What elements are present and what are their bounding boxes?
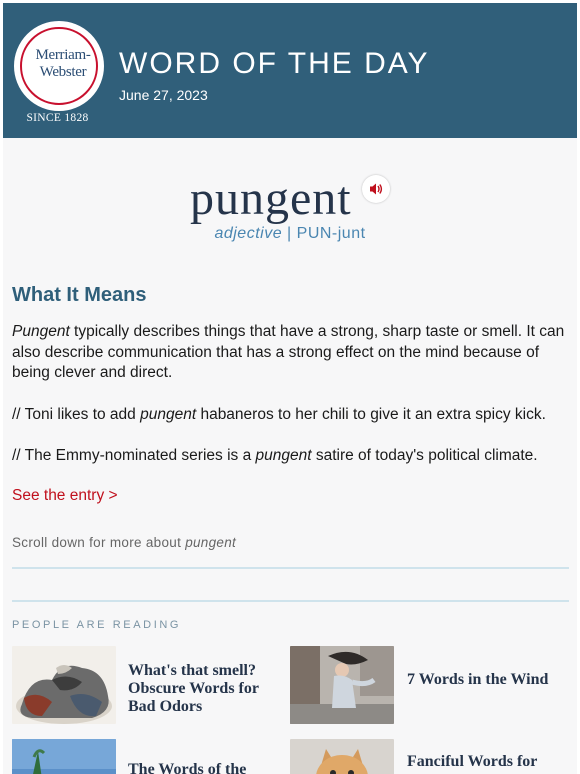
example-sentence-1 (12, 405, 568, 426)
example-1-pre: // Toni likes to add (12, 406, 141, 423)
definition-text: typically describes things that have a strong, sharp taste or smell. It can also describe communication that has a strong effect on the mind because of being clever and direct. (12, 323, 565, 381)
logo-wordmark (22, 47, 104, 81)
scroll-note-term: pungent (185, 535, 237, 550)
article-card-odors[interactable] (12, 646, 287, 726)
see-entry-link[interactable]: See the entry > (12, 487, 118, 504)
part-of-speech: adjective (214, 225, 283, 242)
definition-term: Pungent (12, 323, 70, 340)
header-banner (3, 3, 577, 138)
merriam-webster-logo[interactable] (10, 18, 110, 128)
meta-separator: | (282, 225, 297, 242)
speaker-icon[interactable] (362, 175, 390, 203)
logo-badge (14, 21, 104, 111)
example-2-post: satire of today's political climate. (311, 447, 538, 464)
scroll-note (12, 535, 236, 550)
logo-ring (20, 27, 98, 105)
example-1-post: habaneros to her chili to give it an extra spicy kick. (196, 406, 546, 423)
scroll-note-text: Scroll down for more about (12, 535, 186, 550)
definition-paragraph (12, 322, 568, 384)
logo-line-1: Merriam- (35, 47, 91, 63)
people-reading-label: PEOPLE ARE READING (12, 619, 182, 631)
word-headline (3, 171, 577, 226)
date-label: June 27, 2023 (119, 87, 208, 103)
divider (12, 600, 569, 602)
section-title-what-it-means: What It Means (12, 284, 147, 306)
article-thumbnail-cat[interactable] (290, 739, 394, 774)
article-title[interactable]: What's that smell? Obscure Words for Bad Odors (128, 662, 259, 715)
article-thumbnail-windy-woman[interactable] (290, 646, 394, 724)
word-meta (3, 225, 577, 243)
example-1-term: pungent (140, 406, 197, 423)
divider (12, 567, 569, 569)
article-title[interactable]: The Words of the (128, 761, 247, 774)
article-title[interactable]: 7 Words in the Wind (407, 671, 549, 688)
article-title[interactable]: Fanciful Words for (407, 753, 538, 770)
logo-since: SINCE 1828 (26, 112, 89, 124)
example-sentence-2 (12, 446, 568, 467)
email-body (3, 3, 577, 774)
article-card-fanciful-words[interactable] (290, 739, 570, 774)
example-2-pre: // The Emmy-nominated series is a (12, 447, 256, 464)
pronunciation: PUN-junt (296, 225, 366, 242)
logo-line-2: Webster (39, 64, 87, 80)
word-of-the-day[interactable]: pungent (189, 172, 352, 225)
article-card-wind[interactable] (290, 646, 570, 726)
article-thumbnail-statue[interactable] (12, 739, 116, 774)
article-thumbnail-clothes-pile[interactable] (12, 646, 116, 724)
article-card-words-of-the[interactable] (12, 739, 287, 774)
page-title: WORD OF THE DAY (119, 47, 430, 80)
example-2-term: pungent (255, 447, 312, 464)
